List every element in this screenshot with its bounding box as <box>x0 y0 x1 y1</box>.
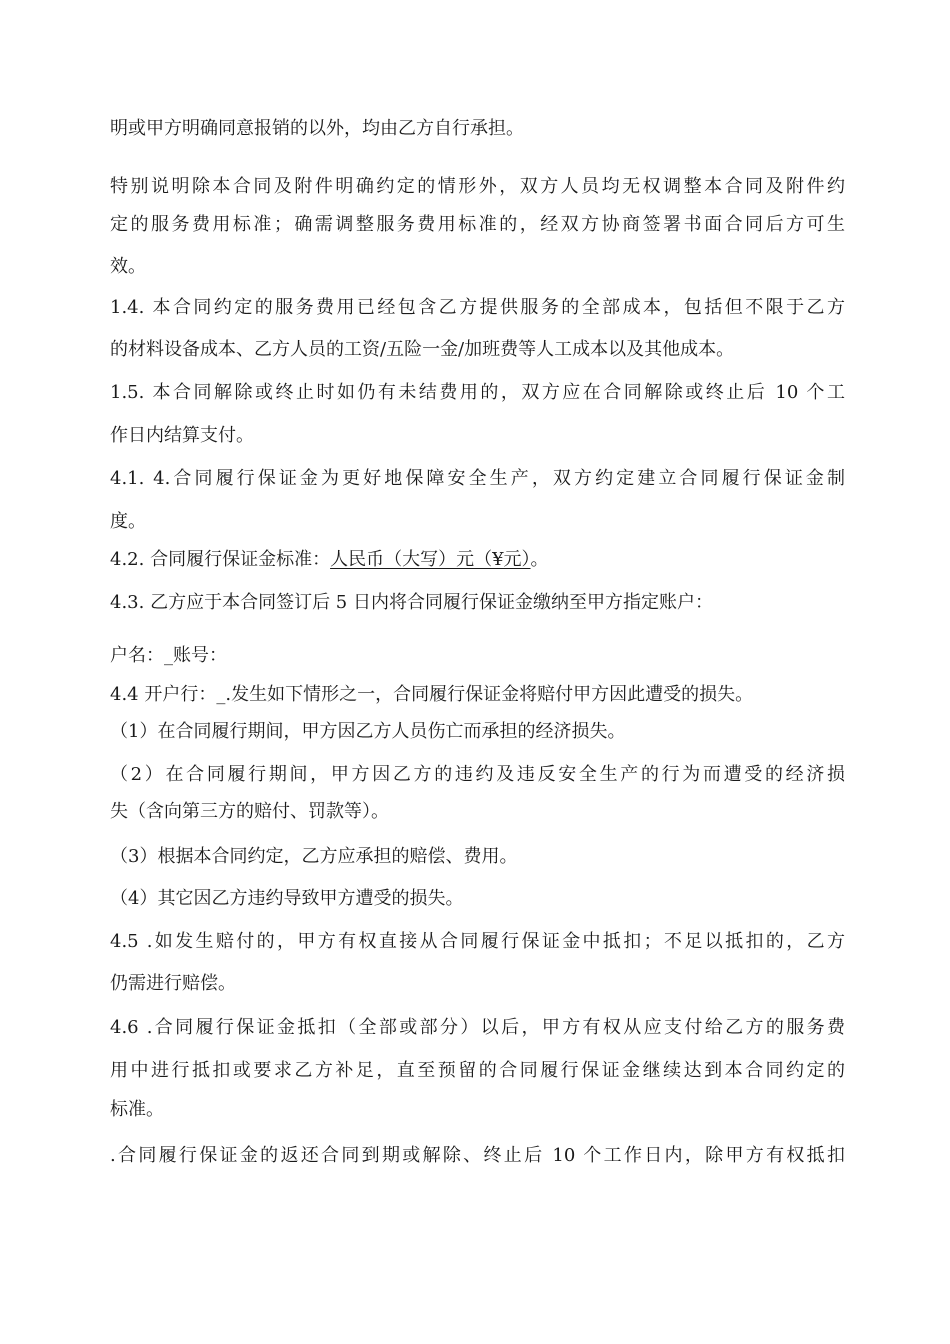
text-line: 仍需进行赔偿。 <box>110 973 236 994</box>
text-line: 定的服务费用标准；确需调整服务费用标准的，经双方协商签署书面合同后方可生 <box>110 214 845 235</box>
text-line: 4.5 .如发生赔付的，甲方有权直接从合同履行保证金中抵扣；不足以抵扣的，乙方 <box>110 931 845 952</box>
text-line: .合同履行保证金的返还合同到期或解除、终止后 10 个工作日内，除甲方有权抵扣 <box>110 1145 845 1166</box>
text-line: 效。 <box>110 256 146 277</box>
text-line: 户名：_账号： <box>110 645 227 666</box>
text-line: （3）根据本合同约定，乙方应承担的赔偿、费用。 <box>110 846 518 867</box>
text-line: 4.1. 4.合同履行保证金为更好地保障安全生产，双方约定建立合同履行保证金制 <box>110 468 845 489</box>
text-line: 明或甲方明确同意报销的以外，均由乙方自行承担。 <box>110 118 524 139</box>
text-line: 特别说明除本合同及附件明确约定的情形外，双方人员均无权调整本合同及附件约 <box>110 176 845 197</box>
text-line: 用中进行抵扣或要求乙方补足，直至预留的合同履行保证金继续达到本合同约定的 <box>110 1060 845 1081</box>
text-line: （4）其它因乙方违约导致甲方遭受的损失。 <box>110 888 464 909</box>
text-line: 的材料设备成本、乙方人员的工资/五险一金/加班费等人工成本以及其他成本。 <box>110 339 735 360</box>
clause-4-2-prefix: 4.2. 合同履行保证金标准： <box>110 549 331 570</box>
text-line: 4.3. 乙方应于本合同签订后 5 日内将合同履行保证金缴纳至甲方指定账户： <box>110 592 713 613</box>
text-line: 失（含向第三方的赔付、罚款等）。 <box>110 801 389 822</box>
text-line: 度。 <box>110 511 146 532</box>
text-line: 1.4. 本合同约定的服务费用已经包含乙方提供服务的全部成本，包括但不限于乙方 <box>110 297 845 318</box>
text-line: 作日内结算支付。 <box>110 425 254 446</box>
text-line: 1.5. 本合同解除或终止时如仍有未结费用的，双方应在合同解除或终止后 10 个工 <box>110 382 845 403</box>
text-line: 标准。 <box>110 1099 164 1120</box>
deposit-amount-field: 人民币（大写）元（¥元） <box>330 549 531 570</box>
clause-4-2 <box>110 547 845 573</box>
text-line: （2）在合同履行期间，甲方因乙方的违约及违反安全生产的行为而遭受的经济损 <box>110 764 845 785</box>
text-line: 4.4 开户行：_.发生如下情形之一，合同履行保证金将赔付甲方因此遭受的损失。 <box>110 684 754 705</box>
clause-4-2-suffix: 。 <box>530 549 549 570</box>
text-line: （1）在合同履行期间，甲方因乙方人员伤亡而承担的经济损失。 <box>110 721 626 742</box>
text-line: 4.6 .合同履行保证金抵扣（全部或部分）以后，甲方有权从应支付给乙方的服务费 <box>110 1017 845 1038</box>
